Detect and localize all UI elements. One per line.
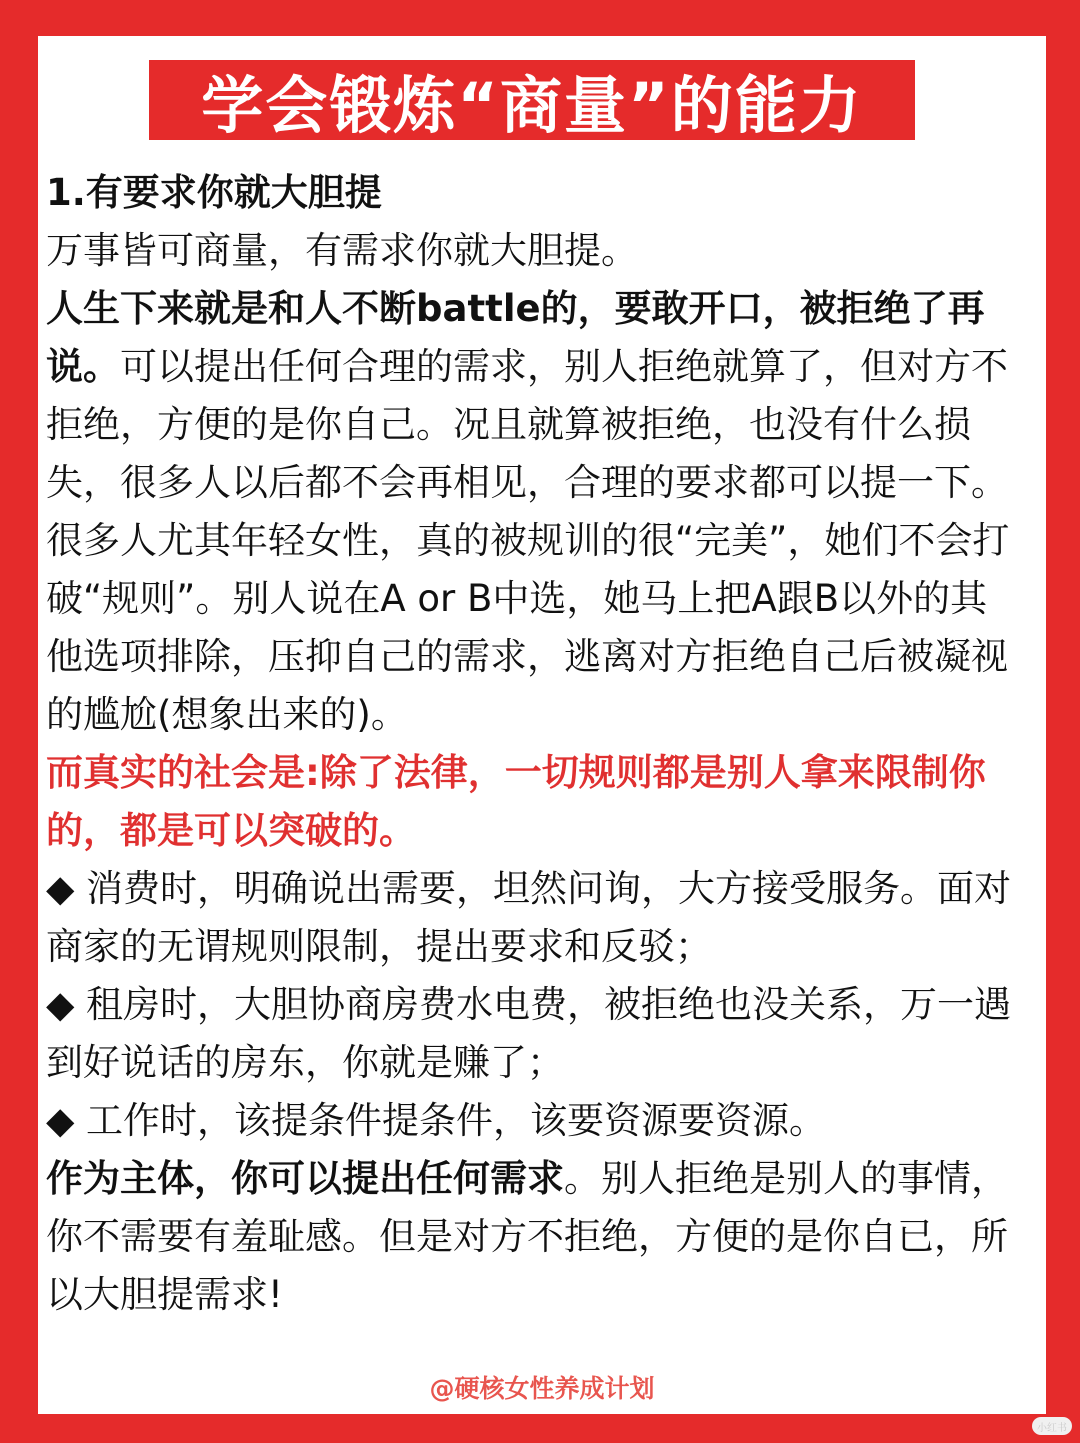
- list-item-rent: [46, 976, 1021, 1092]
- article-body: [46, 164, 1021, 1324]
- section-heading: 1.有要求你就大胆提: [46, 171, 382, 214]
- content-card: [38, 36, 1046, 1414]
- page-title: 学会锻炼“商量”的能力: [201, 68, 863, 142]
- diamond-bullet-icon: ◆: [46, 867, 75, 910]
- list-item-consume: [46, 860, 1021, 976]
- paragraph-conclusion-rest: 。别人拒绝是别人的事情，你不需要有羞耻感。但是对方不拒绝，方便的是你自已，所以大胆提需求!: [46, 1157, 1008, 1316]
- author-handle: @硬核女性养成计划: [429, 1374, 655, 1403]
- title-banner: [149, 60, 915, 140]
- highlight-statement: 而真实的社会是:除了法律，一切规则都是别人拿来限制你的，都是可以突破的。: [46, 751, 986, 852]
- paragraph-intro: 万事皆可商量，有需求你就大胆提。: [46, 229, 638, 272]
- paragraph-open-mouth-bold: 人生下来就是和人不断battle的，要敢开口，被拒绝了再说。: [46, 287, 985, 388]
- list-item-work: [46, 1092, 1021, 1150]
- diamond-bullet-icon: ◆: [46, 1099, 75, 1142]
- paragraph-conclusion: [46, 1150, 1021, 1324]
- list-item-text: 工作时，该提条件提条件，该要资源要资源。: [86, 1099, 826, 1142]
- paragraph-open-mouth: [46, 280, 1021, 512]
- list-item-text: 租房时，大胆协商房费水电费，被拒绝也没关系，万一遇到好说话的房东，你就是赚了；: [46, 983, 1011, 1084]
- paragraph-conclusion-bold: 作为主体，你可以提出任何需求: [46, 1157, 564, 1200]
- diamond-bullet-icon: ◆: [46, 983, 75, 1026]
- paragraph-open-mouth-rest: 可以提出任何合理的需求，别人拒绝就算了，但对方不拒绝，方便的是你自己。况且就算被拒绝，也没有什么损失，很多人以后都不会再相见，合理的要求都可以提一下。: [46, 345, 1008, 504]
- list-item-text: 消费时，明确说出需要，坦然问询，大方接受服务。面对商家的无谓规则限制，提出要求和反驳；: [46, 867, 1011, 968]
- paragraph-rules: 很多人尤其年轻女性，真的被规训的很“完美”，她们不会打破“规则”。别人说在A or B中选，她马上把A跟B以外的其他选项排除，压抑自己的需求，逃离对方拒绝自己后被凝视的尴尬(想象出来的)。: [46, 519, 1010, 736]
- watermark-logo: 小红书: [1032, 1417, 1072, 1435]
